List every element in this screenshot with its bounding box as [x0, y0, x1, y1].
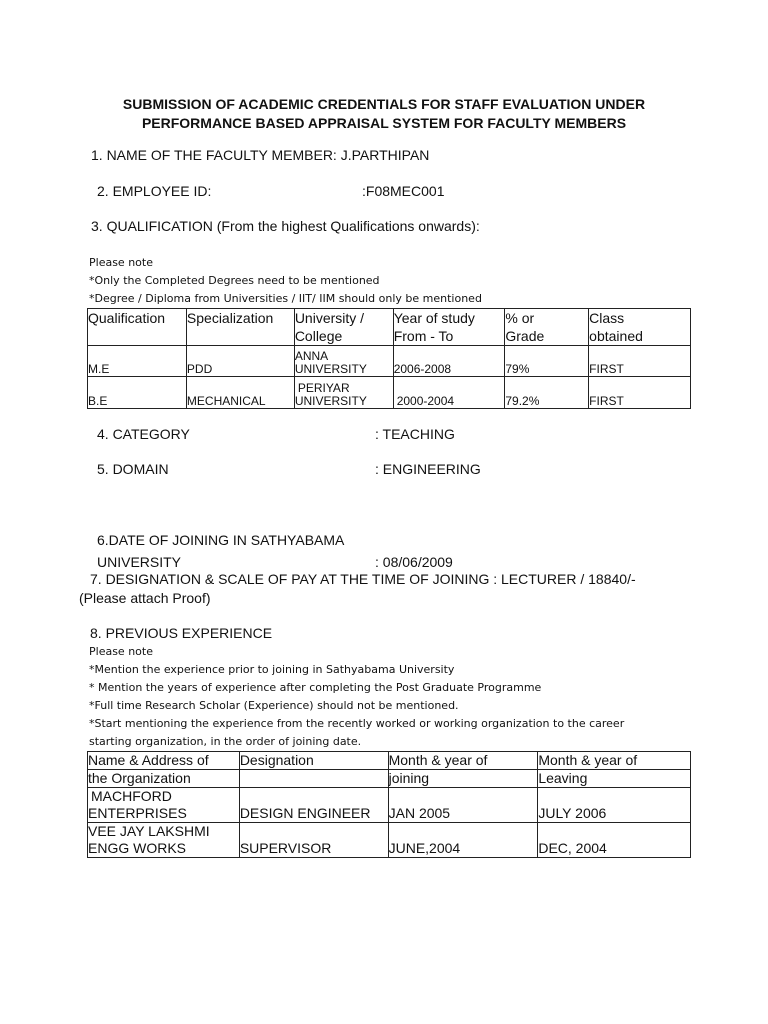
header-cell: Designation	[239, 752, 388, 770]
class-cell: FIRST	[589, 377, 691, 409]
header-cell: the Organization	[88, 770, 240, 788]
header-cell: Class obtained	[589, 309, 691, 346]
employee-id-label: 2. EMPLOYEE ID:	[97, 183, 212, 199]
qualification-note-heading: Please note	[89, 256, 153, 269]
experience-note: *Full time Research Scholar (Experience) should not be mentioned.	[89, 699, 459, 712]
joining-cell: JUNE,2004	[388, 823, 538, 858]
university-cell: PERIYAR UNIVERSITY	[294, 377, 393, 409]
experience-note: *Mention the experience prior to joining in Sathyabama University	[89, 663, 455, 676]
joining-date-label: 6.DATE OF JOINING IN SATHYABAMA	[97, 532, 345, 548]
joining-date-value: : 08/06/2009	[375, 554, 453, 570]
header-cell: joining	[388, 770, 538, 788]
designation-scale: 7. DESIGNATION & SCALE OF PAY AT THE TIME OF JOINING : LECTURER / 18840/-	[90, 571, 636, 587]
title-line-1: SUBMISSION OF ACADEMIC CREDENTIALS FOR STAFF EVALUATION UNDER	[122, 96, 646, 112]
university-cell: ANNA UNIVERSITY	[294, 346, 393, 377]
header-cell: Month & year of	[388, 752, 538, 770]
table-row	[88, 346, 691, 377]
qualification-table	[87, 308, 691, 409]
leaving-cell: DEC, 2004	[538, 823, 691, 858]
header-cell: Month & year of	[538, 752, 691, 770]
table-header-row	[88, 770, 691, 788]
joining-cell: JAN 2005	[388, 788, 538, 823]
joining-date-label-2: UNIVERSITY	[97, 554, 182, 570]
organization-cell: MACHFORD ENTERPRISES	[88, 788, 240, 823]
faculty-name: 1. NAME OF THE FACULTY MEMBER: J.PARTHIPAN	[91, 147, 430, 163]
domain-value: : ENGINEERING	[375, 461, 481, 477]
category-value: : TEACHING	[375, 426, 455, 442]
header-cell: Qualification	[88, 309, 187, 346]
designation-cell: SUPERVISOR	[239, 823, 388, 858]
class-cell: FIRST	[589, 346, 691, 377]
qualification-note: *Degree / Diploma from Universities / IIT/ IIM should only be mentioned	[89, 292, 482, 305]
header-cell: Year of study From - To	[393, 309, 505, 346]
experience-note: *Start mentioning the experience from the recently worked or working organization to the career	[89, 717, 625, 730]
table-header-row	[88, 752, 691, 770]
experience-table	[87, 751, 691, 858]
header-cell	[239, 770, 388, 788]
year-cell: 2000-2004	[393, 377, 505, 409]
table-row	[88, 377, 691, 409]
organization-cell: VEE JAY LAKSHMI ENGG WORKS	[88, 823, 240, 858]
leaving-cell: JULY 2006	[538, 788, 691, 823]
grade-cell: 79.2%	[505, 377, 589, 409]
table-row	[88, 823, 691, 858]
header-cell: Leaving	[538, 770, 691, 788]
year-cell: 2006-2008	[393, 346, 505, 377]
grade-cell: 79%	[505, 346, 589, 377]
header-cell: % or Grade	[505, 309, 589, 346]
experience-note: * Mention the years of experience after completing the Post Graduate Programme	[89, 681, 542, 694]
specialization-cell: MECHANICAL	[186, 377, 294, 409]
table-header-row	[88, 309, 691, 346]
header-cell: University / College	[294, 309, 393, 346]
domain-label: 5. DOMAIN	[97, 461, 169, 477]
experience-note: starting organization, in the order of joining date.	[89, 735, 362, 748]
qualification-cell: M.E	[88, 346, 187, 377]
category-label: 4. CATEGORY	[97, 426, 190, 442]
qualification-cell: B.E	[88, 377, 187, 409]
header-cell: Name & Address of	[88, 752, 240, 770]
qualification-note: *Only the Completed Degrees need to be mentioned	[89, 274, 380, 287]
header-cell: Specialization	[186, 309, 294, 346]
table-row	[88, 788, 691, 823]
previous-experience-heading: 8. PREVIOUS EXPERIENCE	[90, 625, 273, 641]
qualification-heading: 3. QUALIFICATION (From the highest Qualifications onwards):	[91, 218, 480, 234]
document-title	[0, 95, 768, 133]
employee-id-value: :F08MEC001	[362, 183, 445, 199]
experience-note-heading: Please note	[89, 645, 153, 658]
attach-proof-note: (Please attach Proof)	[79, 590, 211, 606]
title-line-2: PERFORMANCE BASED APPRAISAL SYSTEM FOR FACULTY MEMBERS	[141, 115, 627, 131]
specialization-cell: PDD	[186, 346, 294, 377]
designation-cell: DESIGN ENGINEER	[239, 788, 388, 823]
